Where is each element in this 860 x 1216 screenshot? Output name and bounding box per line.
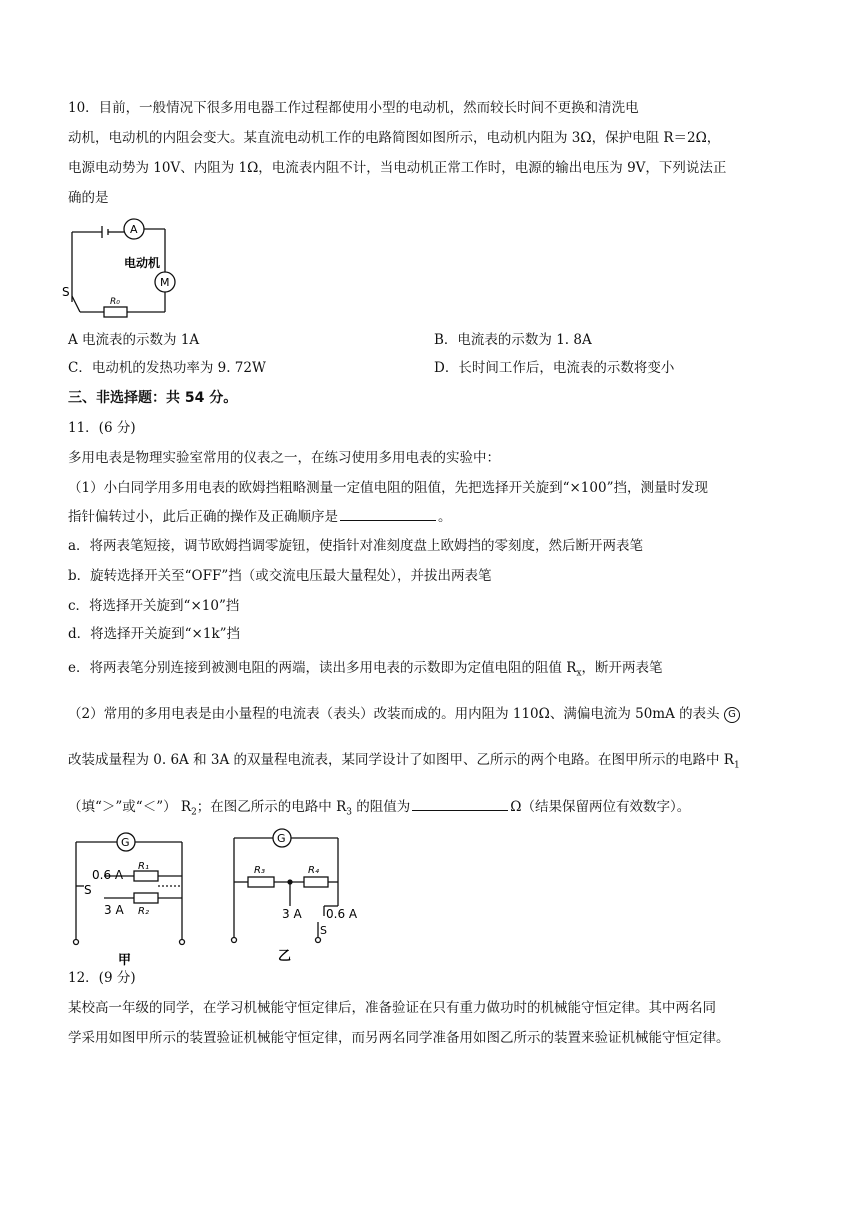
- q11-p1a: （1）小白同学用多用电表的欧姆挡粗略测量一定值电阻的阻值，先把选择开关旋到“×100”挡，测量时发现: [68, 480, 708, 496]
- q12-head: 12．(9 分): [68, 970, 136, 986]
- q11-p2b-text: 改装成量程为 0. 6A 和 3A 的双量程电流表，某同学设计了如图甲、乙所示的两个电路。在图甲所示的电路中 R: [68, 752, 734, 768]
- jia-switch: S: [84, 883, 92, 897]
- motor-label: 电动机: [124, 256, 161, 270]
- q11-p2a: [68, 704, 740, 724]
- switch-label: S: [62, 285, 70, 299]
- yi-galvanometer: G: [277, 832, 286, 845]
- answer-blank-2[interactable]: [412, 796, 508, 811]
- jia-r2-label: R₂: [138, 906, 149, 917]
- q10-line1: 10．目前，一般情况下很多用电器工作过程都使用小型的电动机，然而较长时间不更换和清洗电: [68, 100, 639, 116]
- yi-label-06: 0.6 A: [326, 907, 358, 921]
- q12-line1: 某校高一年级的同学，在学习机械能守恒定律后，准备验证在只有重力做功时的机械能守恒定律。其中两名同: [68, 1000, 716, 1016]
- yi-label-3: 3 A: [282, 907, 302, 921]
- q11-p2c-mid: ；在图乙所示的电路中 R: [196, 799, 347, 815]
- r1-subscript: 1: [733, 760, 740, 771]
- q11-p2c-text: （填“＞”或“＜”） R: [68, 799, 192, 815]
- r3-subscript: 3: [346, 807, 352, 818]
- q10-option-d: D．长时间工作后，电流表的示数将变小: [434, 360, 675, 376]
- q10-option-c: C．电动机的发热功率为 9. 72W: [68, 360, 266, 376]
- galvanometer-icon: G: [724, 707, 740, 723]
- yi-caption: 乙: [278, 949, 292, 964]
- q11-p2c-end: Ω（结果保留两位有效数字）。: [510, 799, 691, 815]
- q11-step-c: c．将选择开关旋到“×10”挡: [68, 598, 240, 614]
- q11-p2c-mid2: 的阻值为: [352, 799, 411, 815]
- q11-step-e-end: ，断开两表笔: [581, 660, 663, 676]
- answer-blank-1[interactable]: [340, 506, 436, 521]
- q10-line4: 确的是: [68, 190, 109, 206]
- section-heading: 三、非选择题：共 54 分。: [68, 390, 238, 406]
- circuit-figure-jia: [64, 828, 204, 968]
- jia-galvanometer: G: [121, 836, 130, 849]
- q11-p2b: [68, 750, 740, 776]
- q10-option-b: B．电流表的示数为 1. 8A: [434, 332, 592, 348]
- q12-line2: 学采用如图甲所示的装置验证机械能守恒定律，而另两名同学准备用如图乙所示的装置来验证机械能守恒定律。: [68, 1030, 730, 1046]
- q10-line2: 动机，电动机的内阻会变大。某直流电动机工作的电路简图如图所示，电动机内阻为 3Ω，保护电阻 R＝2Ω，: [68, 130, 721, 146]
- q10-line3: 电源电动势为 10V、内阻为 1Ω，电流表内阻不计，当电动机正常工作时，电源的输出电压为 9V，下列说法正: [68, 160, 727, 176]
- yi-r4-label: R₄: [308, 865, 319, 876]
- ammeter-label: A: [130, 223, 138, 236]
- yi-switch: S: [320, 924, 327, 937]
- q11-step-e-text: e．将两表笔分别连接到被测电阻的两端，读出多用电表的示数即为定值电阻的阻值 R: [68, 660, 577, 676]
- r2-subscript: 2: [191, 807, 197, 818]
- jia-r1-label: R₁: [138, 861, 149, 872]
- q11-p1b-text: 指针偏转过小，此后正确的操作及正确顺序是: [68, 509, 338, 525]
- q11-step-d: d．将选择开关旋到“×1k”挡: [68, 626, 241, 642]
- q11-p2c: [68, 796, 690, 823]
- q11-step-a: a．将两表笔短接，调节欧姆挡调零旋钮，使指针对准刻度盘上欧姆挡的零刻度，然后断开两表笔: [68, 538, 644, 554]
- yi-r3-label: R₃: [254, 865, 265, 876]
- rx-subscript: x: [576, 668, 582, 679]
- q11-p1b: [68, 506, 452, 527]
- jia-caption: 甲: [118, 953, 132, 968]
- q11-head: 11．(6 分): [68, 420, 136, 436]
- motor-symbol: M: [160, 276, 170, 289]
- resistor-label: R₀: [110, 297, 120, 307]
- q11-step-e: [68, 658, 663, 684]
- q11-step-b: b．旋转选择开关至“OFF”挡（或交流电压最大量程处），并拔出两表笔: [68, 568, 492, 584]
- jia-label-3: 3 A: [104, 903, 124, 917]
- motor-circuit-figure: [62, 212, 192, 322]
- q11-intro: 多用电表是物理实验室常用的仪表之一，在练习使用多用电表的实验中：: [68, 450, 500, 466]
- q11-p1b-end: 。: [438, 509, 452, 525]
- circuit-figure-yi: [226, 826, 376, 970]
- q11-p2a-text: （2）常用的多用电表是由小量程的电流表（表头）改装而成的。用内阻为 110Ω、满偏电流为 50mA 的表头: [68, 706, 720, 722]
- q10-option-a: A 电流表的示数为 1A: [68, 332, 200, 348]
- jia-label-06: 0.6 A: [92, 868, 124, 882]
